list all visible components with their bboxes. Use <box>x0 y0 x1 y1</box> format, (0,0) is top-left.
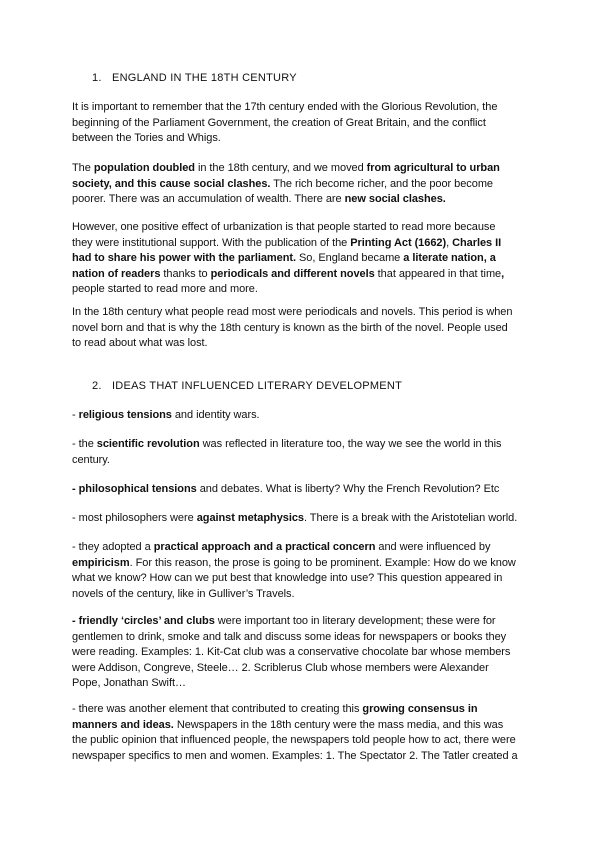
paragraph-birth-of-novel <box>72 305 538 352</box>
section-heading-1 <box>92 72 297 84</box>
section-heading-2 <box>92 380 402 392</box>
text-line: The population doubled in the 18th century, and we moved from agricultural to urban <box>72 162 500 174</box>
text-line: nation of readers thanks to periodicals and different novels that appeared in that time, <box>72 267 505 280</box>
text-line: had to share his power with the parliament. So, England became a literate nation, a <box>72 252 496 265</box>
list-item-clubs <box>72 614 538 692</box>
text-line: were Addison, Congreve, Steele… 2. Scriblerus Club whose members were Alexander <box>72 661 489 674</box>
text-line: - philosophical tensions and debates. What is liberty? Why the French Revolution? Etc <box>72 483 500 495</box>
text-line: - they adopted a practical approach and a practical concern and were influenced by <box>72 541 491 553</box>
section-title: ENGLAND IN THE 18TH CENTURY <box>112 72 297 84</box>
list-item-metaphysics <box>72 511 538 527</box>
section-title: IDEAS THAT INFLUENCED LITERARY DEVELOPMENT <box>112 380 403 392</box>
text-line: newspaper specifics to men and women. Examples: 1. The Spectator 2. The Tatler created a <box>72 749 518 762</box>
text-line: were reading. Examples: 1. Kit-Cat club was a conservative chocolate bar whose members <box>72 646 511 659</box>
text-line: - there was another element that contributed to creating this growing consensus in <box>72 703 478 715</box>
text-line: - friendly ‘circles’ and clubs were important too in literary development; these were for <box>72 615 496 627</box>
section-number: 1. <box>92 72 102 84</box>
list-item-scientific <box>72 437 538 468</box>
text-line: they were institutional support. With the publication of the Printing Act (1662), Charles II <box>72 236 502 249</box>
text-line: society, and this cause social clashes. The rich become richer, and the poor become <box>72 177 494 190</box>
text-line: beginning of the Parliament Government, the creation of Great Britain, and the conflict <box>72 116 486 129</box>
paragraph-urbanization <box>72 220 538 298</box>
section-number: 2. <box>92 380 102 392</box>
paragraph-glorious-revolution <box>72 100 538 147</box>
paragraph-population <box>72 161 538 208</box>
text-line: - religious tensions and identity wars. <box>72 409 260 421</box>
text-line: to read about what was lost. <box>72 337 208 350</box>
text-line: manners and ideas. Newspapers in the 18th century were the mass media, and this was <box>72 718 504 731</box>
text-line: poorer. There was an accumulation of wealth. There are new social clashes. <box>72 193 446 206</box>
text-line: - most philosophers were against metaphysics. There is a break with the Aristotelian world. <box>72 512 518 524</box>
text-line: century. <box>72 453 110 466</box>
text-line: people started to read more and more. <box>72 283 258 296</box>
text-line: In the 18th century what people read most were periodicals and novels. This period is when <box>72 306 513 318</box>
text-line: Pope, Jonathan Swift… <box>72 677 186 690</box>
list-item-practical <box>72 540 538 602</box>
text-line: empiricism. For this reason, the prose is going to be prominent. Example: How do we know <box>72 556 516 569</box>
list-item-consensus <box>72 702 538 764</box>
text-line: It is important to remember that the 17th century ended with the Glorious Revolution, the <box>72 101 498 113</box>
text-line: gentlemen to drink, smoke and talk and discuss some ideas for newspapers or books they <box>72 630 507 643</box>
list-item-philosophical <box>72 482 538 498</box>
text-line: the public opinion that influenced people, the newspapers told people how to act, there were <box>72 734 516 747</box>
text-line: novels of the century, like in Gulliver’s Travels. <box>72 587 295 600</box>
text-line: what we know? How can we put best that knowledge into use? This question appeared in <box>72 572 503 585</box>
text-line: between the Tories and Whigs. <box>72 132 221 145</box>
text-line: novel born and that is why the 18th century is known as the birth of the novel. People used <box>72 321 508 334</box>
text-line: - the scientific revolution was reflected in literature too, the way we see the world in this <box>72 438 502 450</box>
list-item-religious <box>72 408 538 424</box>
text-line: However, one positive effect of urbanization is that people started to read more because <box>72 221 496 233</box>
